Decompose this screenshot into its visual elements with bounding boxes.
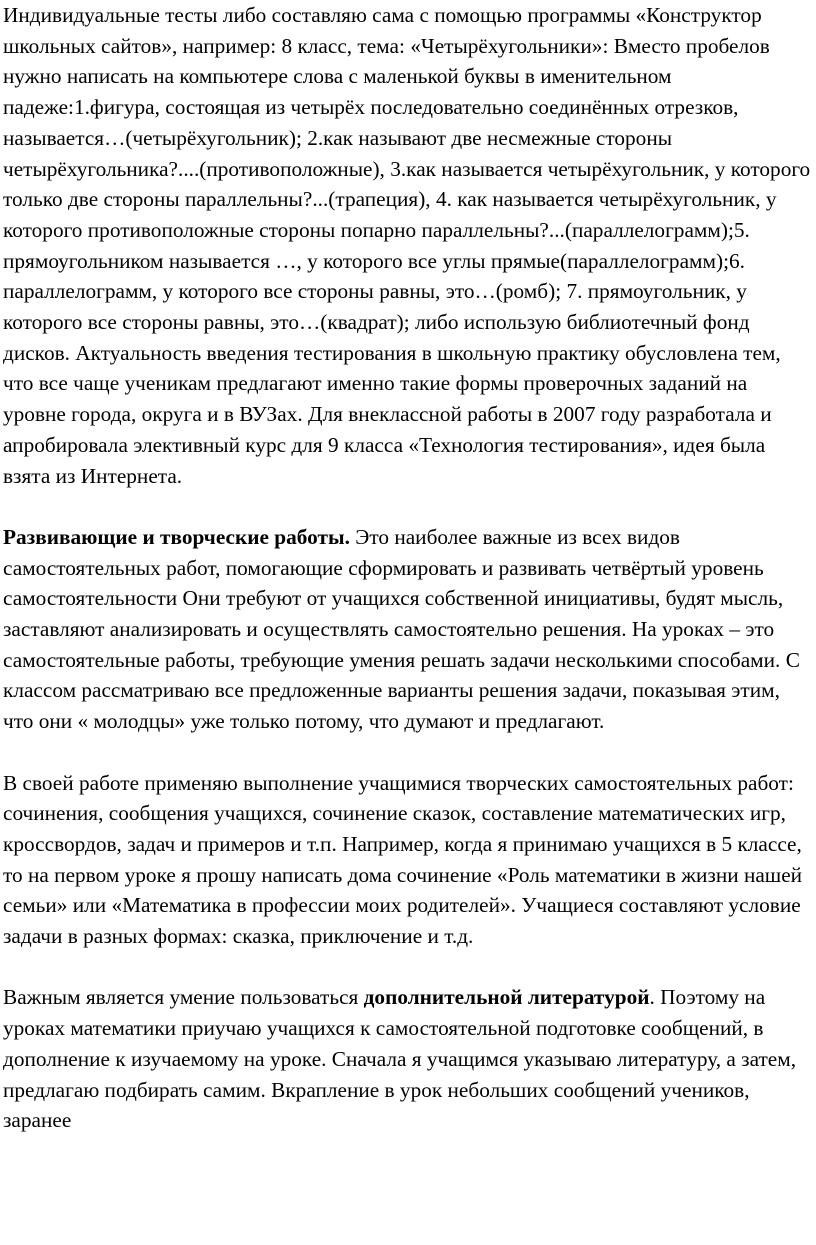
paragraph-literature-text: . Поэтому на уроках математики приучаю учащихся к самостоятельной подготовке сообщений, в дополнение к изучаемому на уроке. Сначала я учащимся указываю литературу, а затем, предлагаю подбирать самим. Вкрапление в урок небольших сообщений учеников, заранее xyxy=(3,985,797,1133)
paragraph-gap xyxy=(3,491,814,522)
paragraph-tests xyxy=(3,0,814,491)
paragraph-creative-tasks-text: В своей работе применяю выполнение учащимися творческих самостоятельных работ: сочинения, сообщения учащихся, сочинение сказок, составление математических игр, кроссвордов, задач и примеров и т.п. Например, когда я принимаю учащихся в 5 классе, то на первом уроке я прошу написать дома сочинение «Роль математики в жизни нашей семьи» или «Математика в профессии моих родителей». Учащиеся составляют условие задачи в разных формах: сказка, приключение и т.д. xyxy=(3,770,803,949)
emphasis-additional-literature: дополнительной литературой xyxy=(363,985,650,1010)
paragraph-creative-works-text: Это наиболее важные из всех видов самостоятельных работ, помогающие сформировать и развивать четвёртый уровень самостоятельности Они требуют от учащихся собственной инициативы, будят мысль, заставляют анализировать и осуществлять самостоятельно решения. На уроках – это самостоятельные работы, требующие умения решать задачи несколькими способами. С классом рассматриваю все предложенные варианты решения задачи, показывая этим, что они « молодцы» уже только потому, что думают и предлагают. xyxy=(3,524,800,734)
paragraph-gap xyxy=(3,737,814,768)
paragraph-tests-text: Индивидуальные тесты либо составляю сама с помощью программы «Конструктор школьных сайтов», например: 8 класс, тема: «Четырёхугольники»: Вместо пробелов нужно написать на компьютере слова с маленькой буквы в именительном падеже:1.фигура, состоящая из четырёх последовательно соединённых отрезков, называется…(четырёхугольник); 2.как называют две несмежные стороны четырёхугольника?....(противоположные), 3.как называется четырёхугольник, у которого только две стороны параллельны?...(трапеция), 4. как называется четырёхугольник, у которого противоположные стороны попарно параллельны?...(параллелограмм);5. прямоугольником называется …, у которого все углы прямые(параллелограмм);6. параллелограмм, у которого все стороны равны, это…(ромб); 7. прямоугольник, у которого все стороны равны, это…(квадрат); либо использую библиотечный фонд дисков. Актуальность введения тестирования в школьную практику обусловлена тем, что все чаще ученикам предлагают именно такие формы проверочных заданий на уровне города, округа и в ВУЗах. Для внеклассной работы в 2007 году разработала и апробировала элективный курс для 9 класса «Технология тестирования», идея была взята из Интернета. xyxy=(3,3,811,488)
paragraph-literature xyxy=(3,982,814,1136)
paragraph-creative-works xyxy=(3,522,814,737)
section-heading-creative-works: Развивающие и творческие работы. xyxy=(3,524,350,549)
paragraph-gap xyxy=(3,952,814,983)
paragraph-literature-lead: Важным является умение пользоваться xyxy=(3,985,364,1010)
paragraph-creative-tasks xyxy=(3,768,814,952)
document-page xyxy=(3,0,814,1136)
